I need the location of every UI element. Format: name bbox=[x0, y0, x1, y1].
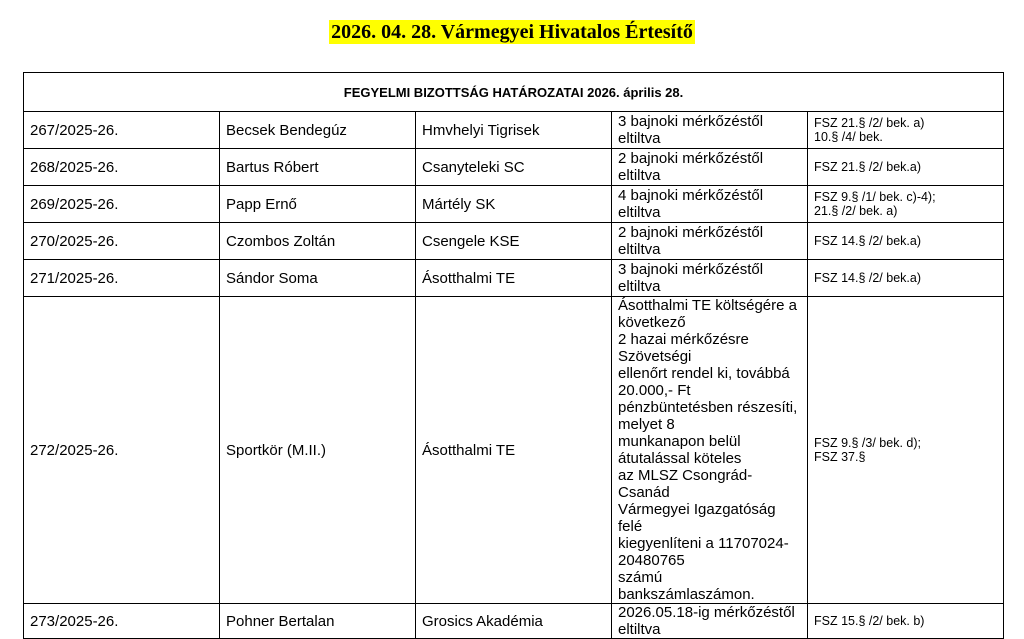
penalty-line: munkanapon belül átutalással köteles bbox=[618, 433, 742, 467]
rule-reference bbox=[808, 186, 1004, 223]
rule-reference bbox=[808, 149, 1004, 186]
decision-ref: 267/2025-26. bbox=[24, 112, 220, 149]
rule-reference bbox=[808, 297, 1004, 604]
penalty-text bbox=[612, 604, 808, 639]
penalty-line: 3 bajnoki mérkőzéstől eltiltva bbox=[618, 113, 764, 147]
club-name: Hmvhelyi Tigrisek bbox=[416, 112, 612, 149]
rule-line: FSZ 37.§ bbox=[814, 450, 866, 464]
table-row bbox=[24, 112, 1004, 149]
rule-line: FSZ 9.§ /1/ bek. c)-4); bbox=[814, 190, 936, 204]
penalty-line: Vármegyei Igazgatóság felé bbox=[618, 501, 776, 535]
person-name: Czombos Zoltán bbox=[220, 223, 416, 260]
person-name: Pohner Bertalan bbox=[220, 604, 416, 639]
penalty-text bbox=[612, 297, 808, 604]
penalty-line: 2 bajnoki mérkőzéstől eltiltva bbox=[618, 224, 764, 258]
decision-ref: 273/2025-26. bbox=[24, 604, 220, 639]
table-header-row bbox=[24, 73, 1004, 112]
club-name: Grosics Akadémia bbox=[416, 604, 612, 639]
club-name: Mártély SK bbox=[416, 186, 612, 223]
rule-line: FSZ 21.§ /2/ bek.a) bbox=[814, 160, 921, 174]
penalty-line: 3 bajnoki mérkőzéstől eltiltva bbox=[618, 261, 764, 295]
decision-ref: 272/2025-26. bbox=[24, 297, 220, 604]
penalty-line: 2 bajnoki mérkőzéstől eltiltva bbox=[618, 150, 764, 184]
club-name: Ásotthalmi TE bbox=[416, 260, 612, 297]
penalty-line: számú bankszámlaszámon. bbox=[618, 569, 755, 603]
table-row bbox=[24, 604, 1004, 639]
club-name: Ásotthalmi TE bbox=[416, 297, 612, 604]
decision-ref: 271/2025-26. bbox=[24, 260, 220, 297]
decisions-table-body bbox=[24, 73, 1004, 639]
penalty-text bbox=[612, 260, 808, 297]
table-row bbox=[24, 186, 1004, 223]
penalty-line: Ásotthalmi TE költségére a következő bbox=[618, 297, 797, 331]
penalty-line: az MLSZ Csongrád-Csanád bbox=[618, 467, 753, 501]
person-name: Sportkör (M.II.) bbox=[220, 297, 416, 604]
rule-line: FSZ 14.§ /2/ bek.a) bbox=[814, 271, 921, 285]
penalty-text bbox=[612, 112, 808, 149]
rule-line: 21.§ /2/ bek. a) bbox=[814, 204, 898, 218]
rule-line: FSZ 15.§ /2/ bek. b) bbox=[814, 614, 925, 628]
rule-reference bbox=[808, 260, 1004, 297]
rule-line: 10.§ /4/ bek. bbox=[814, 130, 883, 144]
rule-line: FSZ 14.§ /2/ bek.a) bbox=[814, 234, 921, 248]
penalty-text bbox=[612, 223, 808, 260]
person-name: Sándor Soma bbox=[220, 260, 416, 297]
decisions-table bbox=[23, 72, 1004, 639]
penalty-line: kiegyenlíteni a 11707024-20480765 bbox=[618, 535, 789, 569]
club-name: Csengele KSE bbox=[416, 223, 612, 260]
table-row bbox=[24, 260, 1004, 297]
penalty-text bbox=[612, 149, 808, 186]
club-name: Csanyteleki SC bbox=[416, 149, 612, 186]
table-header: FEGYELMI BIZOTTSÁG HATÁROZATAI 2026. április 28. bbox=[24, 73, 1004, 112]
rule-line: FSZ 9.§ /3/ bek. d); bbox=[814, 436, 921, 450]
penalty-text bbox=[612, 186, 808, 223]
rule-line: FSZ 21.§ /2/ bek. a) bbox=[814, 116, 925, 130]
table-row bbox=[24, 149, 1004, 186]
person-name: Becsek Bendegúz bbox=[220, 112, 416, 149]
penalty-line: ellenőrt rendel ki, továbbá 20.000,- Ft bbox=[618, 365, 790, 399]
penalty-line: 2026.05.18-ig mérkőzéstől eltiltva bbox=[618, 604, 795, 638]
decision-ref: 270/2025-26. bbox=[24, 223, 220, 260]
person-name: Bartus Róbert bbox=[220, 149, 416, 186]
document-title: 2026. 04. 28. Vármegyei Hivatalos Értesítő bbox=[331, 21, 693, 43]
penalty-line: 2 hazai mérkőzésre Szövetségi bbox=[618, 331, 749, 365]
rule-reference bbox=[808, 223, 1004, 260]
person-name: Papp Ernő bbox=[220, 186, 416, 223]
document-title-wrap bbox=[0, 20, 1024, 44]
penalty-line: 4 bajnoki mérkőzéstől eltiltva bbox=[618, 187, 764, 221]
rule-reference bbox=[808, 604, 1004, 639]
penalty-line: pénzbüntetésben részesíti, melyet 8 bbox=[618, 399, 798, 433]
table-row bbox=[24, 297, 1004, 604]
rule-reference bbox=[808, 112, 1004, 149]
decision-ref: 268/2025-26. bbox=[24, 149, 220, 186]
decision-ref: 269/2025-26. bbox=[24, 186, 220, 223]
table-row bbox=[24, 223, 1004, 260]
